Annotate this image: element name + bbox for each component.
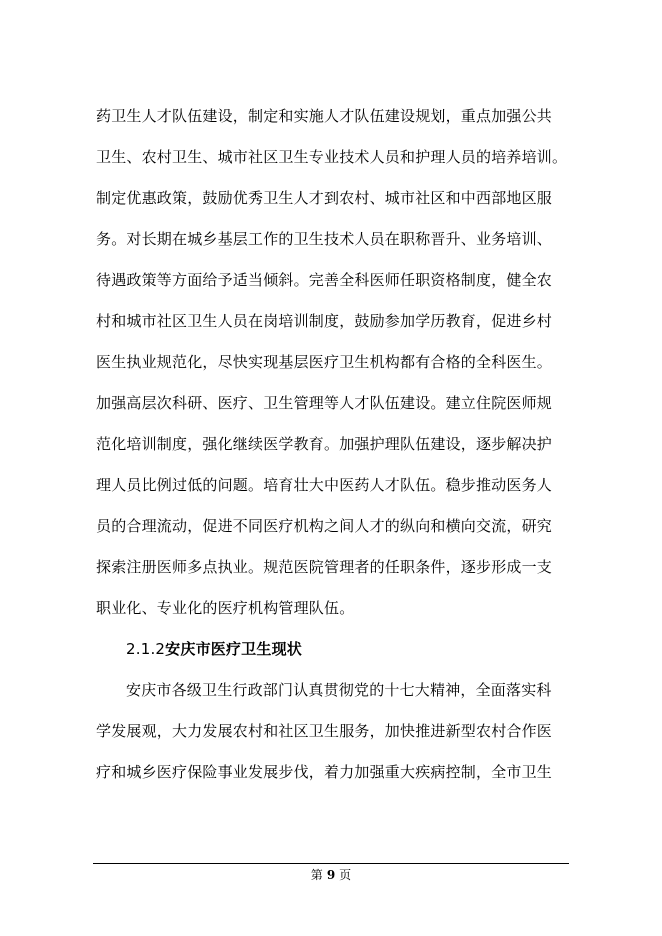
paragraph-line: 探索注册医师多点执业。规范医院管理者的任职条件，逐步形成一支 <box>96 558 553 576</box>
body-text <box>96 96 576 793</box>
page-number: 9 <box>326 868 336 882</box>
paragraph-line: 村和城市社区卫生人员在岗培训制度，鼓励参加学历教育，促进乡村 <box>96 312 553 330</box>
section-heading <box>96 629 576 670</box>
paragraph-line: 学发展观，大力发展农村和社区卫生服务，加快推进新型农村合作医 <box>96 722 553 740</box>
paragraph-line: 疗和城乡医疗保险事业发展步伐，着力加强重大疾病控制，全市卫生 <box>96 763 553 781</box>
paragraph-line: 药卫生人才队伍建设，制定和实施人才队伍建设规划，重点加强公共 <box>96 107 553 125</box>
paragraph-line: 职业化、专业化的医疗机构管理队伍。 <box>96 599 355 617</box>
paragraph-line: 卫生、农村卫生、城市社区卫生专业技术人员和护理人员的培养培训。 <box>96 148 568 166</box>
paragraph-line: 理人员比例过低的问题。培育壮大中医药人才队伍。稳步推动医务人 <box>96 476 553 494</box>
paragraph-line: 医生执业规范化，尽快实现基层医疗卫生机构都有合格的全科医生。 <box>96 353 553 371</box>
paragraph-line: 待遇政策等方面给予适当倾斜。完善全科医师任职资格制度，健全农 <box>96 271 553 289</box>
paragraph-line: 安庆市各级卫生行政部门认真贯彻党的十七大精神，全面落实科 <box>126 681 552 699</box>
section-number: 2.1.2 <box>126 640 166 658</box>
paragraph-line: 范化培训制度，强化继续医学教育。加强护理队伍建设，逐步解决护 <box>96 435 553 453</box>
page-label-suffix: 页 <box>339 868 352 882</box>
paragraph-line: 加强高层次科研、医疗、卫生管理等人才队伍建设。建立住院医师规 <box>96 394 553 412</box>
page-label-prefix: 第 <box>310 868 323 882</box>
page-footer <box>93 866 569 884</box>
paragraph-line: 务。对长期在城乡基层工作的卫生技术人员在职称晋升、业务培训、 <box>96 230 553 248</box>
section-title: 安庆市医疗卫生现状 <box>165 640 302 658</box>
footer-divider <box>93 863 569 864</box>
paragraph-line: 制定优惠政策，鼓励优秀卫生人才到农村、城市社区和中西部地区服 <box>96 189 553 207</box>
paragraph-line: 员的合理流动，促进不同医疗机构之间人才的纵向和横向交流，研究 <box>96 517 553 535</box>
